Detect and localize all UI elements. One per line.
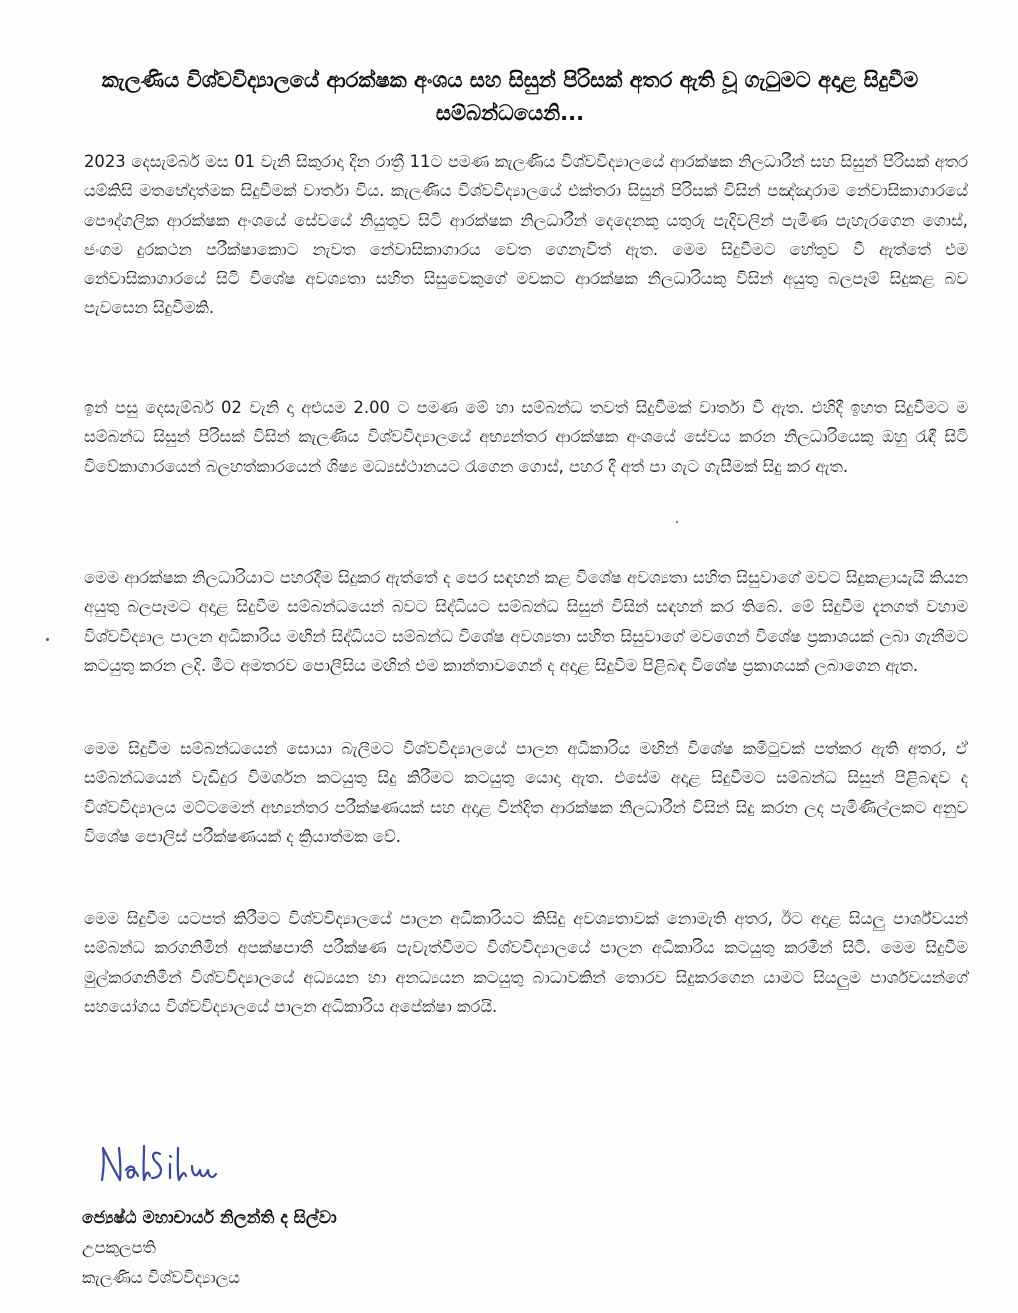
signatory-position: උපකුලපති [82,1238,156,1257]
paragraph-text: ඉන් පසු දෙසැම්බර් 02 වැනි දා අළුයම 2.00 ට පමණ මේ හා සම්බන්ධ තවත් සිදුවීමක් වාර්තා වී ඇත. එහිදී ඉහත සිදුවීමට ම සම්බන්ධ සිසුන් පිරිසක් විසින් කැලණිය විශ්වවිද්‍යාලයේ අභ්‍යන්තර ආරක්ෂක අංශයේ සේවය කරන නිලධාරියෙකු ඔහු රැඳී සිටි විවේකාගාරයෙන් බලහත්කාරයෙන් ශිෂ්‍ය මධ්‍යස්ථානයට රැගෙන ගොස්, පහර දී අත් පා ගැට ගැසීමක් සිදු කර ඇත. [84,398,968,476]
document-title: කැලණිය විශ්වවිද්‍යාලයේ ආරක්ෂක අංශය සහ සිසුන් පිරිසක් අතර ඇති වූ ගැටුමට අදාළ සිදුවීම සම්බන්ධයෙනි... [101,68,919,125]
signatory-institution: කැලණිය විශ්වවිද්‍යාලය [82,1268,240,1287]
paragraph-text: මෙම සිදුවීම යටපත් කිරීමට විශ්වවිද්‍යාලයේ පාලන අධිකාරියට කිසිදු අවශ්‍යතාවක් නොමැති අතර, ඊට අදාළ සියලු පාර්ශ්වයන් සම්බන්ධ කරගනිමින් අපක්ෂපාතී පරීක්ෂණ පැවැත්වීමට විශ්වවිද්‍යාලයේ පාලන අධිකාරිය කටයුතු කරමින් සිටී. මෙම සිදුවීම මුල්කරගනිමින් විශ්වවිද්‍යාලයේ අධ්‍යයන හා අනධ්‍යයන කටයුතු බාධාවකින් තොරව සිදුකරගෙන යාමට සියලුම පාර්ශවයන්ගේ සහයෝගය විශ්වවිද්‍යාලයේ පාලන අධිකාරිය අපේක්ෂා කරයි. [84,909,968,1016]
scan-speck [676,521,678,523]
signatory-block [82,1203,582,1293]
body-paragraph-5 [84,904,968,1021]
paragraph-text: 2023 දෙසැම්බර් මස 01 වැනි සිකුරාදා දින රාත්‍රී 11ට පමණ කැලණිය විශ්වවිද්‍යාලයේ ආරක්ෂක නිලධාරීන් සහ සිසුන් පිරිසක් අතර යම්කිසි මතභේදාත්මක සිදුවීමක් වාර්තා විය. කැලණිය විශ්වවිද්‍යාලයේ එක්තරා සිසුන් පිරිසක් විසින් පඤ්ඤාරාම නේවාසිකාගාරයේ පෞද්ගලික ආරක්ෂක අංශයේ සේවයේ නියුතුව සිටි ආරක්ෂක නිලධාරීන් දෙදෙනකු යතුරු පැදිවලින් පැමිණ පැහැරගෙන ගොස්, ජංගම දුරකථන පරීක්ෂාකොට නැවත නේවාසිකාගාරය වෙත ගෙනැවිත් ඇත. මෙම සිදුවීමට හේතුව වී ඇත්තේ එම නේවාසිකාගාරයේ සිටි විශේෂ අවශ්‍යතා සහිත සිසුවෙකුගේ මවකට ආරක්ෂක නිලධාරියකු විසින් අයුතු බලපෑම් සිදුකළ බව පැවසෙන සිදුවීමකි. [84,152,968,318]
signatory-name: ජ්‍යෙෂ්ඨ මහාචාර්ය නිලන්ති ද සිල්වා [82,1208,337,1228]
body-paragraph-1 [84,147,968,323]
handwritten-signature [96,1140,246,1190]
scan-speck [46,638,49,641]
paragraph-text: මෙම ආරක්ෂක නිලධාරියාට පහරදීම සිදුකර ඇත්තේ ද පෙර සඳහන් කළ විශේෂ අවශ්‍යතා සහිත සිසුවාගේ මවට සිදුකළායැයි කියන අයුතු බලපෑමට අදාළ සිදුවීම සම්බන්ධයෙන් බවට සිද්ධියට සම්බන්ධ සිසුන් විසින් සඳහන් කර තිබේ. මේ සිදුවීම දැනගත් වහාම විශ්වවිද්‍යාල පාලන අධිකාරිය මඟින් සිද්ධියට සම්බන්ධ විශේෂ අවශ්‍යතා සහිත සිසුවාගේ මවගෙන් විශේෂ ප්‍රකාශයක් ලබා ගැනීමට කටයුතු කරන ලදි. මීට අමතරව පොලීසිය මඟින් එම කාන්තාවගෙන් ද අදාළ සිදුවීම පිළිබඳ විශේෂ ප්‍රකාශයක් ලබාගෙන ඇත. [84,568,968,675]
body-paragraph-4 [84,734,968,851]
body-paragraph-3 [84,563,968,680]
body-paragraph-2 [84,393,968,481]
paragraph-text: මෙම සිදුවීම සම්බන්ධයෙන් සොයා බැලීමට විශ්වවිද්‍යාලයේ පාලන අධිකාරිය මඟින් විශේෂ කමිටුවක් පත්කර ඇති අතර, ඒ සම්බන්ධයෙන් වැඩිදුර විමර්ශන කටයුතු සිදු කිරීමට කටයුතු යොදා ඇත. එසේම අදාළ සිදුවීමට සම්බන්ධ සිසුන් පිළිබඳව ද විශ්වවිද්‍යාලය මට්ටමෙන් අභ්‍යන්තර පරීක්ෂණයක් සහ අදාළ වින්දිත ආරක්ෂක නිලධාරීන් විසින් සිදු කරන ලද පැමිණිල්ලකට අනුව විශේෂ පොලිස් පරීක්ෂණයක් ද ක්‍රියාත්මක වේ. [84,739,968,846]
